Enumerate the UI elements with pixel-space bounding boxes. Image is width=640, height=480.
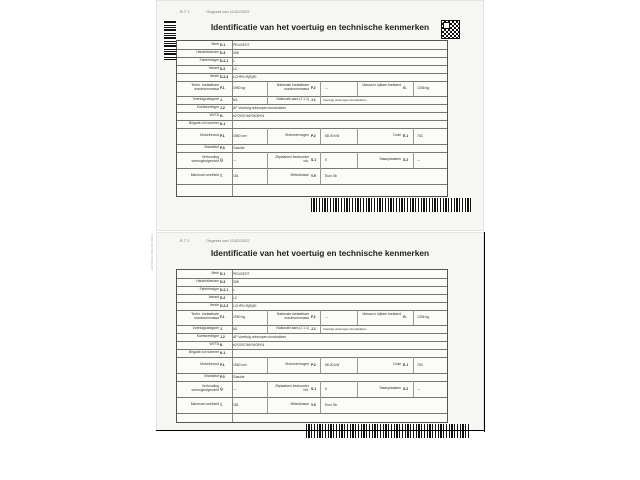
row-versie: Versie D.2.3 LCHPH-R(B)90 (177, 302, 447, 311)
row-snelheid: Maximum snelheid T. 181 Milieuklasse V.9 Euro 5b (177, 168, 447, 185)
vehicle-data-table (176, 40, 448, 197)
row-verhouding: Verhouding vermogen/gewicht Q. --- Zitplaatsen bestuurder inb. S.1 5 Staanplaatsen S.2 --- (177, 152, 447, 169)
vehicle-data-table (176, 269, 448, 423)
page-title: Identificatie van het voertuig en technische kenmerken (210, 248, 430, 258)
header-issued: Ongeset van 11/02/2022 (206, 238, 250, 243)
row-variant: Variant D.2 LC (177, 294, 447, 303)
row-categorie: Voertuigcategorie J. M1 Nationale aard (J.1.1) J.1 Voertuig ontworpen doordrukken (177, 325, 447, 334)
barcode (311, 198, 471, 212)
header-code: B T 1 (180, 238, 190, 243)
row-motor: Motorinhoud P.1 1560 cm³ Motorvermogen P.2 68.00 kW Code E.1 763 (177, 357, 447, 374)
row-merk: Merk D.1 PEUGEOT (177, 270, 447, 279)
row-snelheid: Maximum snelheid T. 181 Milieuklasse V.9 Euro 5b (177, 397, 447, 414)
row-fabriekstype: Fabriekstype D.2.1 L (177, 286, 447, 295)
header-issued: Ongeset van 11/02/2022 (206, 9, 250, 14)
header-code: B T 1 (180, 9, 190, 14)
scan-border-right (484, 232, 485, 432)
row-fabriekstype: Fabriekstype D.2.1 L (177, 57, 447, 66)
barcode (306, 424, 471, 438)
document-page-2 (156, 232, 484, 431)
row-koetswerk: Koetswerktype J.2 AF Voertuig ontworpen doodrukken (177, 333, 447, 342)
row-brandstof: Brandstof P.3 Gasolie (177, 144, 447, 153)
side-watermark-text: AUTODEX 2022 FR FDR 1 (150, 233, 154, 270)
row-variant: Variant D.2 LC (177, 65, 447, 74)
row-categorie: Voertuigcategorie J. M1 Nationale aard (J.1.1) J.1 Voertuig ontworpen doordrukken (177, 96, 447, 105)
row-verhouding: Verhouding vermogen/gewicht Q. --- Zitplaatsen bestuurder inb. S.1 5 Staanplaatsen S.2 --- (177, 381, 447, 398)
row-wvta: WVTA K. e2*2007/46*0405*04 (177, 112, 447, 121)
row-wvta: WVTA K. e2*2007/46*0405*04 (177, 341, 447, 350)
row-handelsbenaming: Handelsbenam D.3 308 (177, 49, 447, 58)
page-title: Identificatie van het voertuig en technische kenmerken (210, 22, 430, 32)
row-handelsbenaming: Handelsbenam D.3 308 (177, 278, 447, 287)
row-brigade: Brigade-rol nummer K.1 (177, 120, 447, 129)
scan-border-bottom (156, 430, 485, 431)
row-massa: Techn. toelaatbare maximummassa F.1 1950 kg Nationale toelaatbare maximummassa F.2 --- Massa in rijklare toestand G. 1336 kg (177, 310, 447, 326)
row-brigade: Brigade-rol nummer K.1 (177, 349, 447, 358)
row-motor: Motorinhoud P.1 1560 cm³ Motorvermogen P.2 68.00 kW Code E.1 763 (177, 128, 447, 145)
document-page-1 (156, 0, 484, 231)
row-massa: Techn. toelaatbare maximummassa F.1 1950 kg Nationale toelaatbare maximummassa F.2 --- Massa in rijklare toestand G. 1336 kg (177, 81, 447, 97)
row-versie: Versie D.2.3 LCHPH-R(B)90 (177, 73, 447, 82)
row-merk: Merk D.1 PEUGEOT (177, 41, 447, 50)
row-brandstof: Brandstof P.3 Gasolie (177, 373, 447, 382)
row-koetswerk: Koetswerktype J.2 AF Voertuig ontworpen doodrukken (177, 104, 447, 113)
